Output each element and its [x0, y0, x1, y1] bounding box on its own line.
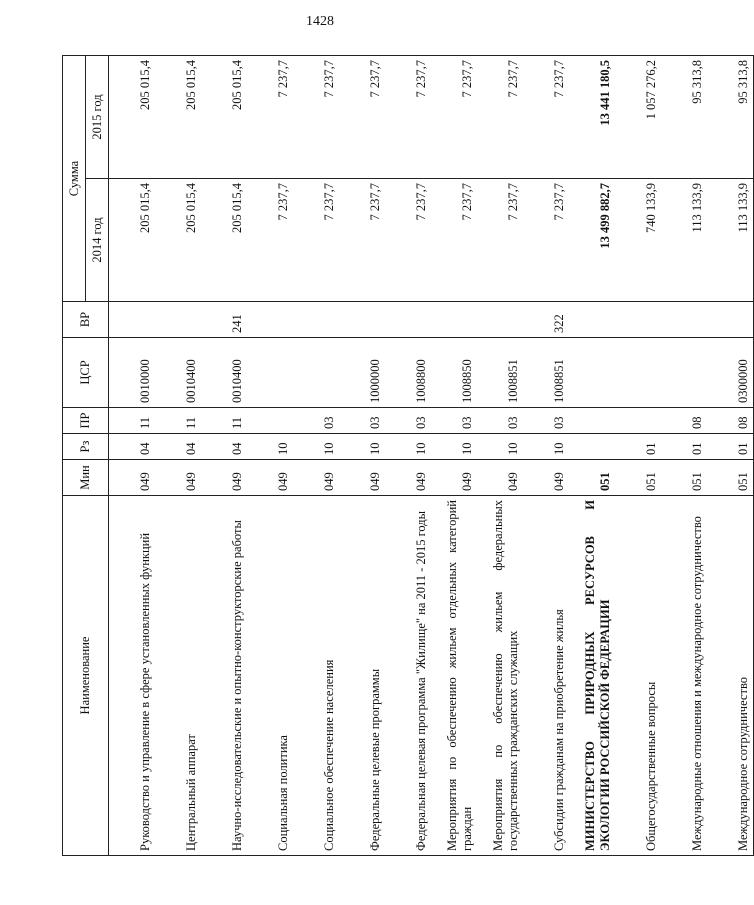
table-row	[109, 56, 156, 856]
table-row	[385, 56, 431, 856]
cell-min: 049	[155, 460, 201, 496]
table-row	[707, 56, 754, 856]
cell-name: Федеральная целевая программа "Жилище" на 2011 - 2015 годы	[385, 496, 431, 856]
cell-pr: 03	[523, 408, 569, 434]
cell-vr	[615, 302, 661, 338]
cell-min: 049	[477, 460, 523, 496]
cell-vr	[385, 302, 431, 338]
cell-name: Международное сотрудничество	[707, 496, 754, 856]
cell-csr: 1008851	[523, 338, 569, 408]
cell-sum-2015: 205 015,4	[109, 56, 156, 179]
cell-pr	[615, 408, 661, 434]
cell-vr	[293, 302, 339, 338]
header-sum: Сумма	[63, 56, 86, 302]
cell-csr	[293, 338, 339, 408]
header-year-2014: 2014 год	[86, 179, 109, 302]
cell-sum-2015: 7 237,7	[523, 56, 569, 179]
table-row	[661, 56, 707, 856]
cell-vr	[477, 302, 523, 338]
cell-name: Федеральные целевые программы	[339, 496, 385, 856]
cell-vr	[569, 302, 615, 338]
cell-sum-2015: 7 237,7	[385, 56, 431, 179]
page-number: 1428	[306, 14, 334, 29]
cell-rz: 10	[247, 434, 293, 460]
cell-sum-2014: 7 237,7	[385, 179, 431, 302]
cell-vr	[431, 302, 477, 338]
budget-table	[62, 55, 754, 856]
cell-pr: 11	[109, 408, 156, 434]
cell-sum-2015: 205 015,4	[155, 56, 201, 179]
cell-sum-2015: 95 313,8	[707, 56, 754, 179]
cell-csr	[247, 338, 293, 408]
cell-rz: 10	[431, 434, 477, 460]
cell-rz: 10	[477, 434, 523, 460]
cell-name: Социальное обеспечение населения	[293, 496, 339, 856]
cell-pr: 03	[431, 408, 477, 434]
cell-vr	[661, 302, 707, 338]
cell-vr	[109, 302, 156, 338]
cell-pr	[569, 408, 615, 434]
cell-sum-2014: 740 133,9	[615, 179, 661, 302]
cell-min: 049	[339, 460, 385, 496]
table-row	[523, 56, 569, 856]
cell-sum-2014: 7 237,7	[293, 179, 339, 302]
cell-rz: 10	[385, 434, 431, 460]
cell-pr: 03	[385, 408, 431, 434]
cell-rz: 10	[523, 434, 569, 460]
cell-sum-2015: 13 441 180,5	[569, 56, 615, 179]
cell-sum-2014: 7 237,7	[523, 179, 569, 302]
cell-name: Мероприятия по обеспечению жильем отдельных категорий граждан	[431, 496, 477, 856]
cell-pr: 03	[293, 408, 339, 434]
cell-pr: 11	[155, 408, 201, 434]
table-row	[569, 56, 615, 856]
cell-sum-2015: 205 015,4	[201, 56, 247, 179]
cell-sum-2015: 1 057 276,2	[615, 56, 661, 179]
cell-sum-2015: 7 237,7	[339, 56, 385, 179]
cell-sum-2014: 205 015,4	[109, 179, 156, 302]
cell-name: Социальная политика	[247, 496, 293, 856]
rotated-table-sheet	[62, 56, 750, 856]
cell-sum-2015: 7 237,7	[247, 56, 293, 179]
table-row	[247, 56, 293, 856]
cell-sum-2015: 7 237,7	[293, 56, 339, 179]
cell-sum-2014: 7 237,7	[431, 179, 477, 302]
cell-pr	[247, 408, 293, 434]
cell-vr	[339, 302, 385, 338]
cell-vr: 241	[201, 302, 247, 338]
cell-min: 051	[661, 460, 707, 496]
cell-sum-2014: 113 133,9	[661, 179, 707, 302]
header-rz: Рз	[63, 434, 109, 460]
cell-sum-2014: 7 237,7	[339, 179, 385, 302]
cell-rz: 01	[707, 434, 754, 460]
cell-vr: 322	[523, 302, 569, 338]
header-pr: ПР	[63, 408, 109, 434]
cell-csr: 0010400	[155, 338, 201, 408]
header-name: Наименование	[63, 496, 109, 856]
cell-csr	[661, 338, 707, 408]
cell-min: 049	[247, 460, 293, 496]
cell-pr: 11	[201, 408, 247, 434]
cell-rz: 04	[109, 434, 156, 460]
table-row	[155, 56, 201, 856]
cell-min: 049	[201, 460, 247, 496]
header-csr: ЦСР	[63, 338, 109, 408]
table-row	[201, 56, 247, 856]
cell-min: 051	[707, 460, 754, 496]
cell-sum-2014: 113 133,9	[707, 179, 754, 302]
cell-pr: 03	[477, 408, 523, 434]
cell-name: Центральный аппарат	[155, 496, 201, 856]
cell-min: 051	[569, 460, 615, 496]
cell-csr: 0010400	[201, 338, 247, 408]
cell-vr	[707, 302, 754, 338]
table-header	[63, 56, 109, 856]
cell-min: 049	[523, 460, 569, 496]
header-min: Мин	[63, 460, 109, 496]
table-row	[615, 56, 661, 856]
cell-name: Общегосударственные вопросы	[615, 496, 661, 856]
cell-name: Мероприятия по обеспечению жильем федеральных государственных гражданских служащих	[477, 496, 523, 856]
cell-pr: 03	[339, 408, 385, 434]
cell-sum-2014: 13 499 882,7	[569, 179, 615, 302]
table-row	[477, 56, 523, 856]
header-vr: ВР	[63, 302, 109, 338]
cell-sum-2015: 7 237,7	[477, 56, 523, 179]
cell-sum-2015: 7 237,7	[431, 56, 477, 179]
cell-rz: 04	[201, 434, 247, 460]
cell-min: 049	[109, 460, 156, 496]
header-year-2015: 2015 год	[86, 56, 109, 179]
cell-rz: 01	[661, 434, 707, 460]
cell-min: 049	[293, 460, 339, 496]
cell-csr: 1000000	[339, 338, 385, 408]
table-row	[339, 56, 385, 856]
cell-min: 049	[431, 460, 477, 496]
cell-pr: 08	[707, 408, 754, 434]
cell-name: МИНИСТЕРСТВО ПРИРОДНЫХ РЕСУРСОВ И ЭКОЛОГИИ РОССИЙСКОЙ ФЕДЕРАЦИИ	[569, 496, 615, 856]
cell-csr: 1008850	[431, 338, 477, 408]
cell-name: Руководство и управление в сфере установленных функций	[109, 496, 156, 856]
cell-sum-2014: 205 015,4	[155, 179, 201, 302]
cell-vr	[247, 302, 293, 338]
cell-min: 049	[385, 460, 431, 496]
cell-rz: 04	[155, 434, 201, 460]
cell-csr: 1008800	[385, 338, 431, 408]
cell-sum-2015: 95 313,8	[661, 56, 707, 179]
cell-name: Научно-исследовательские и опытно-конструкторские работы	[201, 496, 247, 856]
cell-rz: 01	[615, 434, 661, 460]
table-row	[293, 56, 339, 856]
cell-sum-2014: 7 237,7	[247, 179, 293, 302]
cell-csr	[569, 338, 615, 408]
cell-csr: 0010000	[109, 338, 156, 408]
cell-vr	[155, 302, 201, 338]
cell-sum-2014: 7 237,7	[477, 179, 523, 302]
table-row	[431, 56, 477, 856]
cell-rz: 10	[339, 434, 385, 460]
cell-sum-2014: 205 015,4	[201, 179, 247, 302]
cell-csr	[615, 338, 661, 408]
cell-rz: 10	[293, 434, 339, 460]
cell-csr: 1008851	[477, 338, 523, 408]
cell-pr: 08	[661, 408, 707, 434]
table-body	[109, 56, 754, 856]
cell-name: Международные отношения и международное сотрудничество	[661, 496, 707, 856]
cell-rz	[569, 434, 615, 460]
cell-min: 051	[615, 460, 661, 496]
cell-csr: 0300000	[707, 338, 754, 408]
cell-name: Субсидии гражданам на приобретение жилья	[523, 496, 569, 856]
